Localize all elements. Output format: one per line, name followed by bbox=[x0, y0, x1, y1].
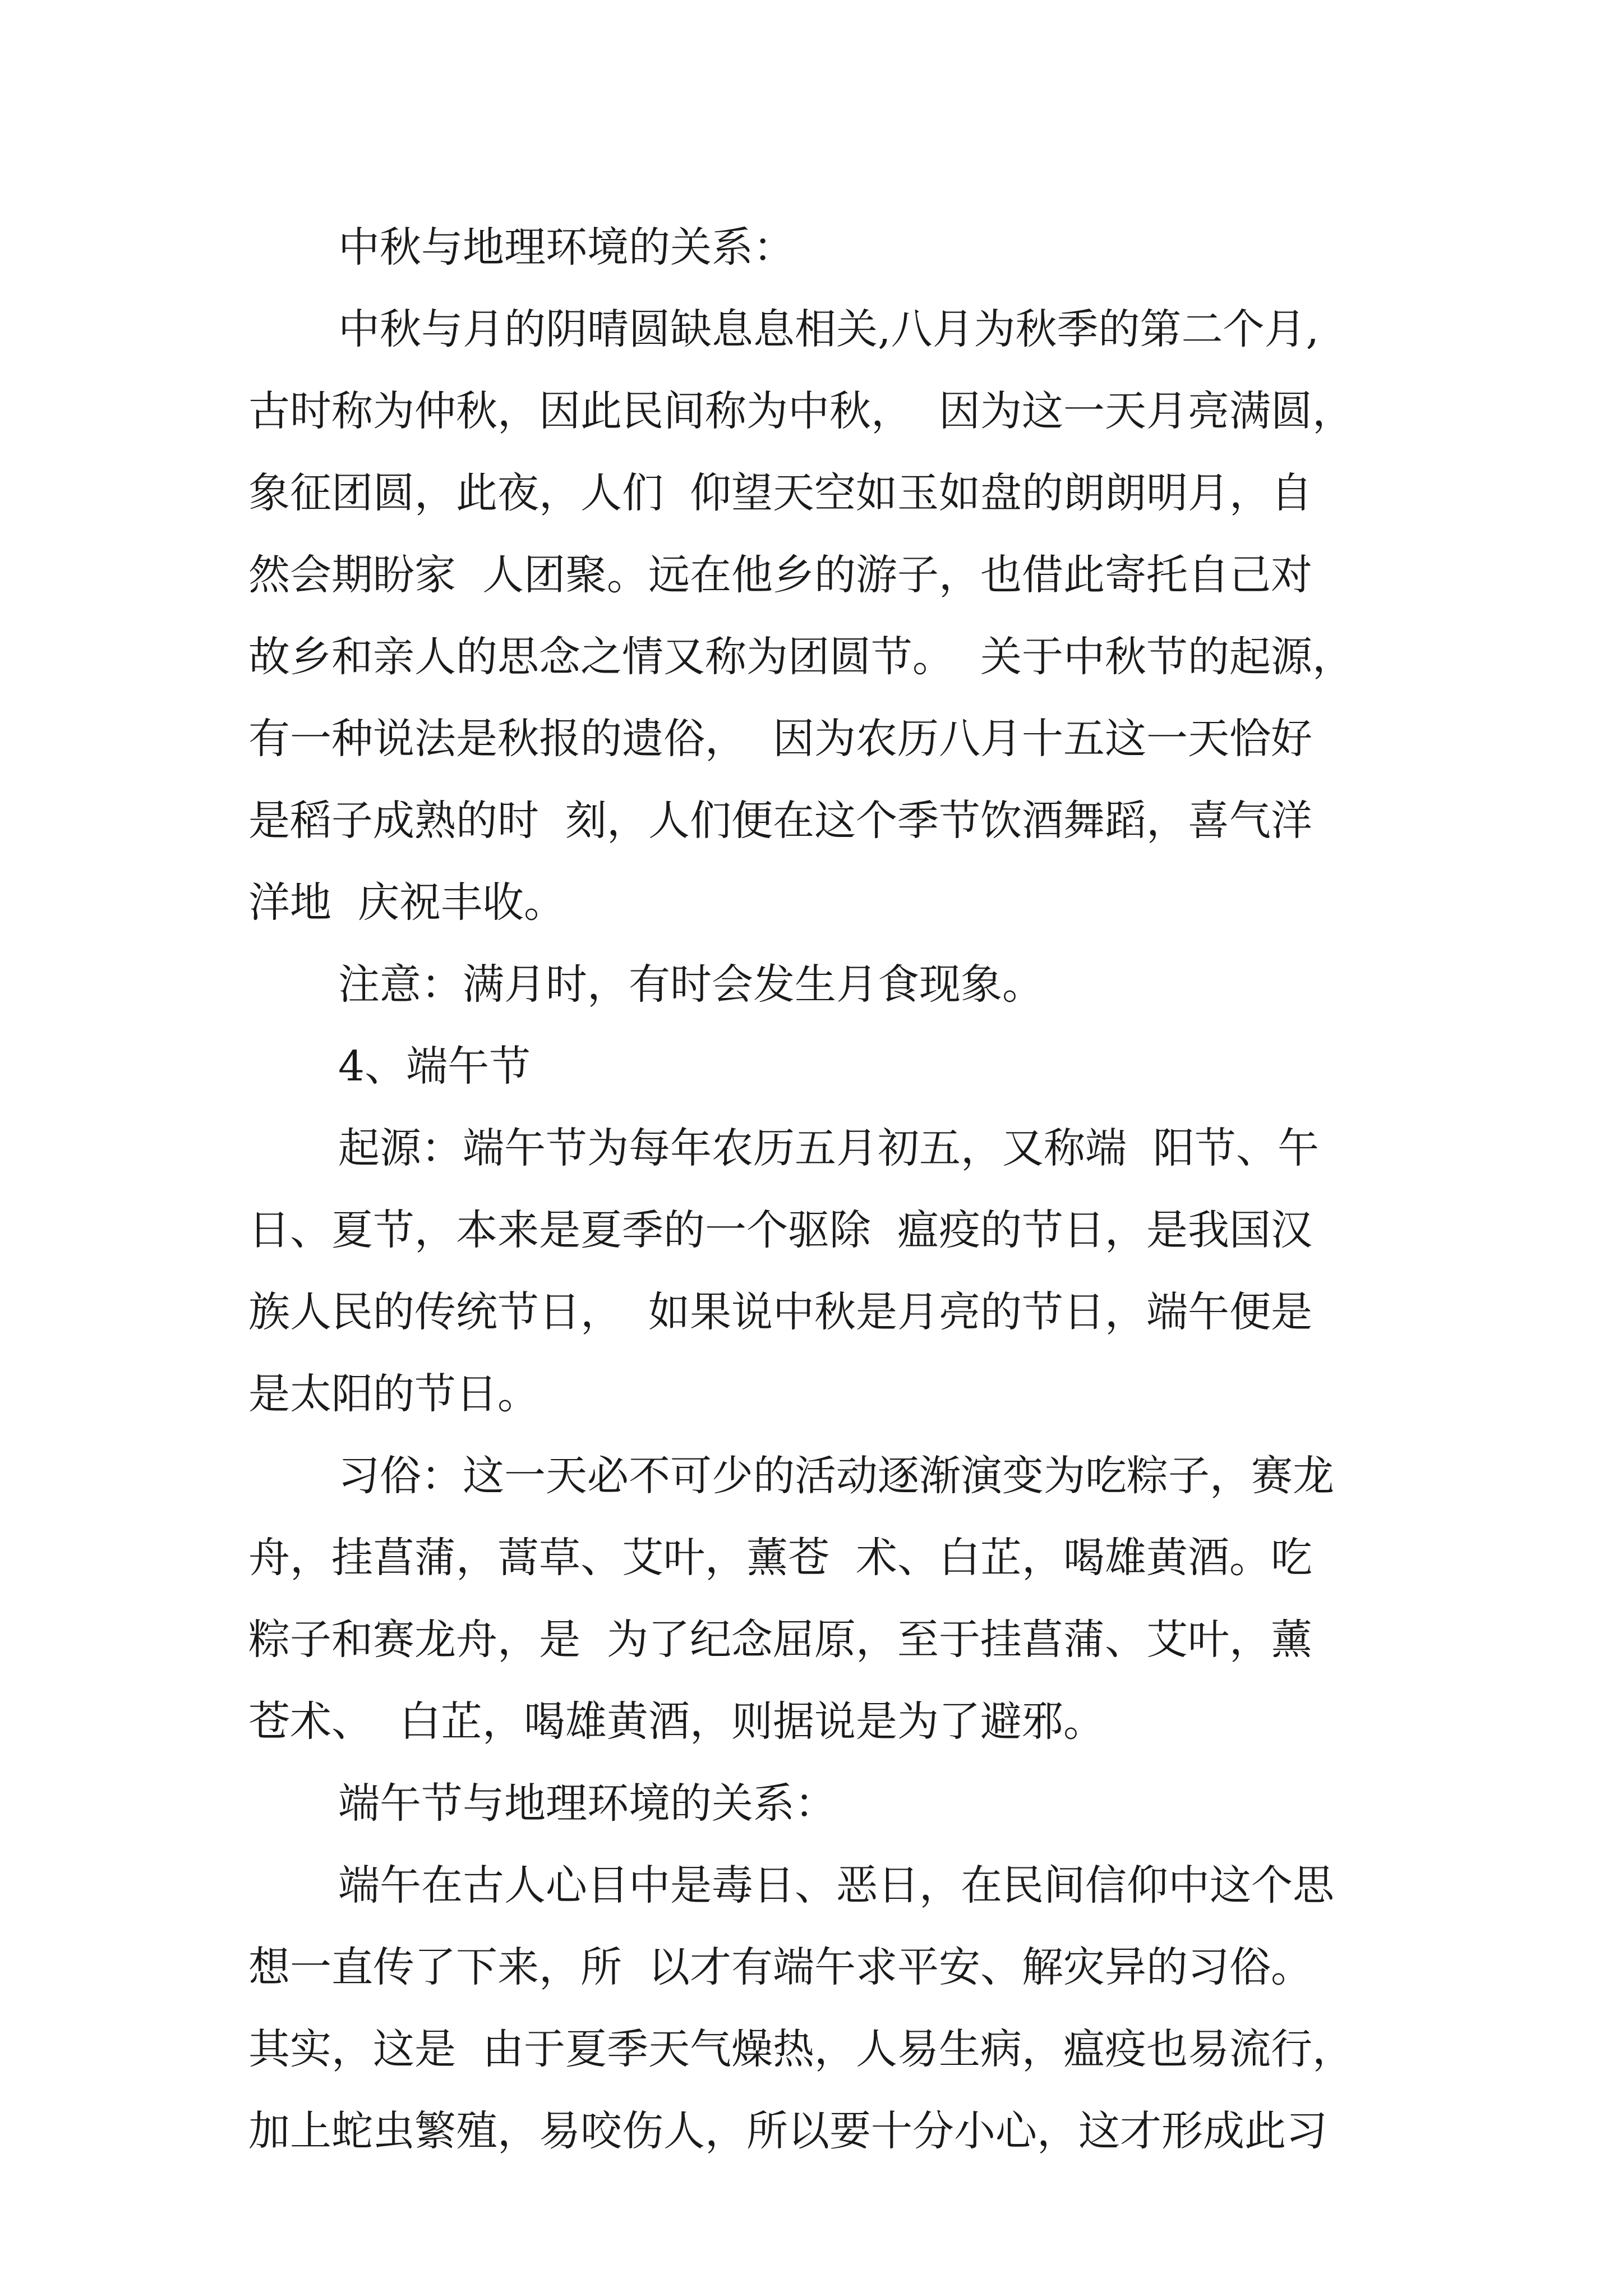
paragraph-line: 习俗：这一天必不可少的活动逐渐演变为吃粽子，赛龙 bbox=[338, 1452, 1334, 1500]
paragraph-line: 象征团圆，此夜，人们 仰望天空如玉如盘的朗朗明月，自 bbox=[248, 469, 1313, 517]
paragraph-line: 日、夏节，本来是夏季的一个驱除 瘟疫的节日，是我国汉 bbox=[248, 1206, 1313, 1254]
paragraph-line: 族人民的传统节日， 如果说中秋是月亮的节日，端午便是 bbox=[248, 1288, 1313, 1336]
paragraph-line: 中秋与月的阴晴圆缺息息相关,八月为秋季的第二个月, bbox=[338, 305, 1320, 353]
paragraph-line: 洋地 庆祝丰收。 bbox=[248, 878, 566, 927]
section-heading-dragon-boat-geography: 端午节与地理环境的关系： bbox=[338, 1779, 836, 1828]
paragraph-line: 然会期盼家 人团聚。远在他乡的游子，也借此寄托自己对 bbox=[248, 551, 1313, 599]
paragraph-line: 是稻子成熟的时 刻，人们便在这个季节饮酒舞蹈，喜气洋 bbox=[248, 797, 1313, 845]
section-heading-mid-autumn-geography: 中秋与地理环境的关系： bbox=[338, 223, 795, 272]
paragraph-line: 其实，这是 由于夏季天气燥热，人易生病，瘟疫也易流行， bbox=[248, 2025, 1354, 2073]
paragraph-line: 端午在古人心目中是毒日、恶日，在民间信仰中这个思 bbox=[338, 1861, 1334, 1910]
paragraph-line: 苍术、 白芷，喝雄黄酒，则据说是为了避邪。 bbox=[248, 1697, 1105, 1746]
paragraph-line: 加上蛇虫繁殖，易咬伤人，所以要十分小心，这才形成此习 bbox=[248, 2107, 1327, 2155]
paragraph-line: 舟，挂菖蒲，蒿草、艾叶，薰苍 术、白芷，喝雄黄酒。吃 bbox=[248, 1534, 1313, 1582]
paragraph-line: 有一种说法是秋报的遗俗， 因为农历八月十五这一天恰好 bbox=[248, 715, 1313, 763]
paragraph-line: 起源：端午节为每年农历五月初五，又称端 阳节、午 bbox=[338, 1124, 1320, 1172]
paragraph-line: 想一直传了下来，所 以才有端午求平安、解灾异的习俗。 bbox=[248, 1943, 1313, 1991]
section-heading-dragon-boat: 4、端午节 bbox=[338, 1042, 531, 1091]
paragraph-line: 古时称为仲秋，因此民间称为中秋， 因为这一天月亮满圆， bbox=[248, 387, 1354, 435]
note-line: 注意：满月时，有时会发生月食现象。 bbox=[338, 960, 1044, 1009]
paragraph-line: 故乡和亲人的思念之情又称为团圆节。 关于中秋节的起源， bbox=[248, 633, 1354, 681]
paragraph-line: 是太阳的节日。 bbox=[248, 1370, 539, 1418]
paragraph-line: 粽子和赛龙舟，是 为了纪念屈原，至于挂菖蒲、艾叶，薰 bbox=[248, 1616, 1313, 1664]
document-body bbox=[248, 206, 1432, 2172]
